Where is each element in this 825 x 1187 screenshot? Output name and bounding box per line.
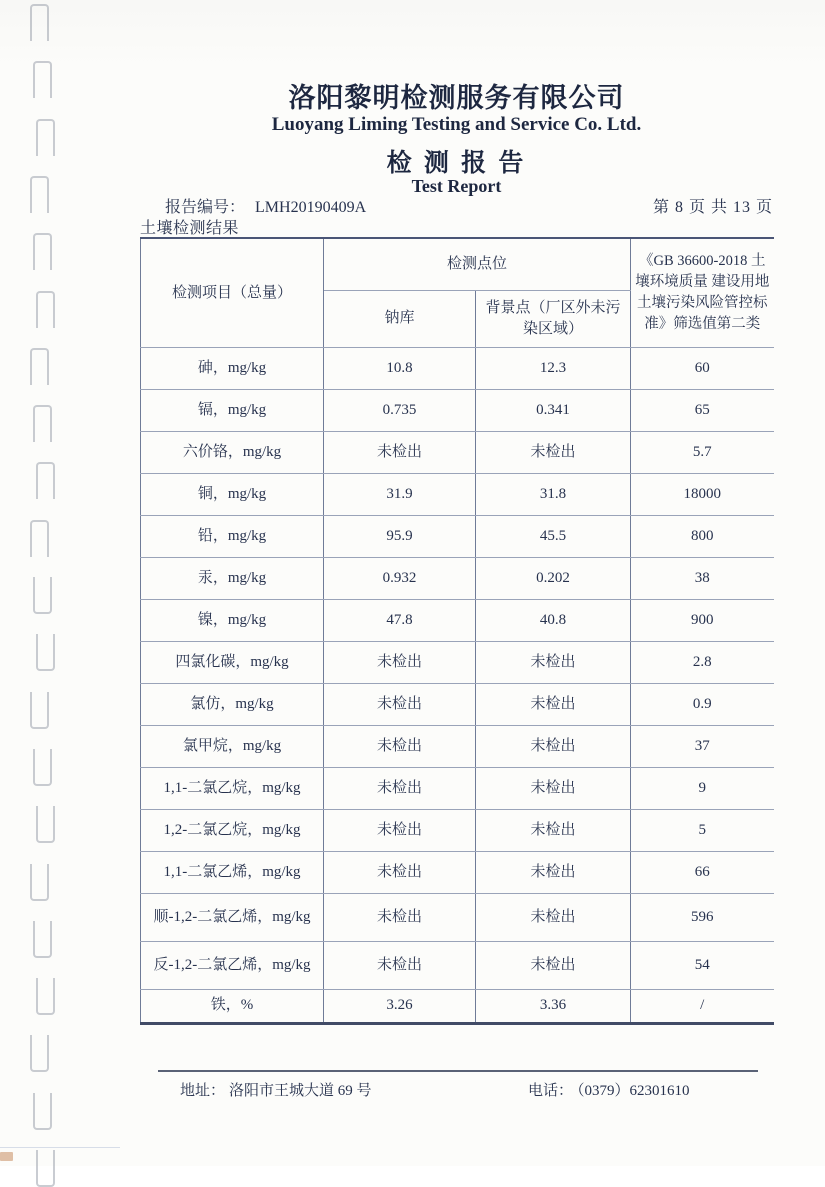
item-cell: 1,1-二氯乙烷，mg/kg xyxy=(141,767,324,809)
section-title: 土壤检测结果 xyxy=(140,220,240,237)
item-cell: 砷，mg/kg xyxy=(141,347,324,389)
binding-strip xyxy=(0,0,70,1166)
col-header-nak: 钠库 xyxy=(324,290,476,347)
value-cell-nak: 未检出 xyxy=(324,767,476,809)
table-row xyxy=(141,473,774,515)
table-row xyxy=(141,851,774,893)
col-header-standard: 《GB 36600-2018 土壤环境质量 建设用地土壤污染风险管控标准》筛选值第二类 xyxy=(631,238,774,347)
scan-line-artifact xyxy=(0,1147,120,1148)
address-label: 地址： xyxy=(180,1083,226,1099)
limit-cell: 37 xyxy=(631,725,774,767)
limit-cell: 596 xyxy=(631,893,774,941)
phone-value: （0379）62301610 xyxy=(577,1083,690,1099)
value-cell-background: 0.341 xyxy=(476,389,631,431)
value-cell-nak: 0.735 xyxy=(324,389,476,431)
table-row xyxy=(141,515,774,557)
limit-cell: 18000 xyxy=(631,473,774,515)
value-cell-background: 12.3 xyxy=(476,347,631,389)
binding-hole xyxy=(36,462,55,499)
table-row xyxy=(141,683,774,725)
value-cell-nak: 未检出 xyxy=(324,941,476,989)
binding-hole xyxy=(30,4,49,41)
value-cell-background: 未检出 xyxy=(476,809,631,851)
binding-hole xyxy=(33,921,52,958)
binding-hole xyxy=(30,520,49,557)
item-cell: 氯仿，mg/kg xyxy=(141,683,324,725)
table-row xyxy=(141,557,774,599)
limit-cell: 9 xyxy=(631,767,774,809)
limit-cell: 65 xyxy=(631,389,774,431)
value-cell-background: 未检出 xyxy=(476,431,631,473)
value-cell-nak: 未检出 xyxy=(324,683,476,725)
value-cell-background: 3.36 xyxy=(476,989,631,1023)
binding-hole xyxy=(36,119,55,156)
value-cell-background: 45.5 xyxy=(476,515,631,557)
address-value: 洛阳市王城大道 69 号 xyxy=(229,1083,372,1099)
table-row xyxy=(141,767,774,809)
report-title-en: Test Report xyxy=(411,176,502,196)
table-row xyxy=(141,989,774,1023)
value-cell-nak: 未检出 xyxy=(324,725,476,767)
value-cell-background: 31.8 xyxy=(476,473,631,515)
binding-hole xyxy=(36,978,55,1015)
limit-cell: 2.8 xyxy=(631,641,774,683)
table-row xyxy=(141,431,774,473)
binding-hole xyxy=(36,634,55,671)
table-row xyxy=(141,809,774,851)
page-indicator: 第 8 页 共 13 页 xyxy=(652,199,773,216)
limit-cell: / xyxy=(631,989,774,1023)
report-title-cn: 检 测 报 告 xyxy=(386,150,527,177)
col-header-item: 检测项目（总量） xyxy=(141,238,324,347)
item-cell: 反-1,2-二氯乙烯，mg/kg xyxy=(141,941,324,989)
limit-cell: 5.7 xyxy=(631,431,774,473)
table-row xyxy=(141,641,774,683)
footer-divider xyxy=(158,1070,758,1072)
item-cell: 铁，% xyxy=(141,989,324,1023)
value-cell-nak: 31.9 xyxy=(324,473,476,515)
binding-hole xyxy=(30,864,49,901)
address xyxy=(180,1079,372,1100)
value-cell-background: 未检出 xyxy=(476,767,631,809)
value-cell-nak: 未检出 xyxy=(324,851,476,893)
report-number-label: 报告编号： xyxy=(165,199,246,216)
limit-cell: 54 xyxy=(631,941,774,989)
binding-hole xyxy=(36,1150,55,1187)
phone-label: 电话： xyxy=(528,1083,574,1099)
table-row xyxy=(141,389,774,431)
company-name-en: Luoyang Liming Testing and Service Co. Ltd. xyxy=(271,114,642,135)
limit-cell: 800 xyxy=(631,515,774,557)
value-cell-background: 0.202 xyxy=(476,557,631,599)
binding-hole xyxy=(33,749,52,786)
binding-hole xyxy=(33,233,52,270)
value-cell-nak: 未检出 xyxy=(324,431,476,473)
binding-hole xyxy=(33,61,52,98)
company-name-cn: 洛阳黎明检测服务有限公司 xyxy=(288,83,625,113)
item-cell: 铅，mg/kg xyxy=(141,515,324,557)
item-cell: 顺-1,2-二氯乙烯，mg/kg xyxy=(141,893,324,941)
col-header-points: 检测点位 xyxy=(324,238,631,290)
value-cell-nak: 0.932 xyxy=(324,557,476,599)
item-cell: 1,2-二氯乙烷，mg/kg xyxy=(141,809,324,851)
table-row xyxy=(141,599,774,641)
report-number xyxy=(165,194,366,217)
value-cell-nak: 95.9 xyxy=(324,515,476,557)
value-cell-nak: 未检出 xyxy=(324,809,476,851)
value-cell-background: 未检出 xyxy=(476,893,631,941)
binding-hole xyxy=(33,1093,52,1130)
binding-hole xyxy=(30,348,49,385)
results-table xyxy=(140,237,774,1025)
report-number-value: LMH20190409A xyxy=(255,199,367,216)
binding-hole xyxy=(36,806,55,843)
value-cell-background: 未检出 xyxy=(476,851,631,893)
value-cell-background: 未检出 xyxy=(476,683,631,725)
binding-hole xyxy=(30,1035,49,1072)
table-row xyxy=(141,725,774,767)
col-header-background: 背景点（厂区外未污染区域） xyxy=(476,290,631,347)
results-body xyxy=(141,347,774,1023)
item-cell: 六价铬，mg/kg xyxy=(141,431,324,473)
item-cell: 铜，mg/kg xyxy=(141,473,324,515)
limit-cell: 38 xyxy=(631,557,774,599)
binding-hole xyxy=(33,405,52,442)
table-row xyxy=(141,347,774,389)
binding-hole xyxy=(30,176,49,213)
item-cell: 镉，mg/kg xyxy=(141,389,324,431)
item-cell: 1,1-二氯乙烯，mg/kg xyxy=(141,851,324,893)
value-cell-background: 未检出 xyxy=(476,641,631,683)
item-cell: 镍，mg/kg xyxy=(141,599,324,641)
meta-row xyxy=(165,194,773,217)
table-row xyxy=(141,941,774,989)
value-cell-nak: 未检出 xyxy=(324,893,476,941)
phone xyxy=(528,1079,690,1100)
value-cell-nak: 3.26 xyxy=(324,989,476,1023)
limit-cell: 900 xyxy=(631,599,774,641)
limit-cell: 66 xyxy=(631,851,774,893)
limit-cell: 5 xyxy=(631,809,774,851)
binding-hole xyxy=(33,577,52,614)
table-row xyxy=(141,893,774,941)
item-cell: 氯甲烷，mg/kg xyxy=(141,725,324,767)
binding-hole xyxy=(36,291,55,328)
value-cell-background: 未检出 xyxy=(476,941,631,989)
scan-artifact xyxy=(0,1152,13,1161)
value-cell-background: 未检出 xyxy=(476,725,631,767)
value-cell-nak: 47.8 xyxy=(324,599,476,641)
item-cell: 汞，mg/kg xyxy=(141,557,324,599)
table-header xyxy=(141,238,774,347)
item-cell: 四氯化碳，mg/kg xyxy=(141,641,324,683)
value-cell-background: 40.8 xyxy=(476,599,631,641)
value-cell-nak: 未检出 xyxy=(324,641,476,683)
binding-hole xyxy=(30,692,49,729)
value-cell-nak: 10.8 xyxy=(324,347,476,389)
limit-cell: 0.9 xyxy=(631,683,774,725)
limit-cell: 60 xyxy=(631,347,774,389)
